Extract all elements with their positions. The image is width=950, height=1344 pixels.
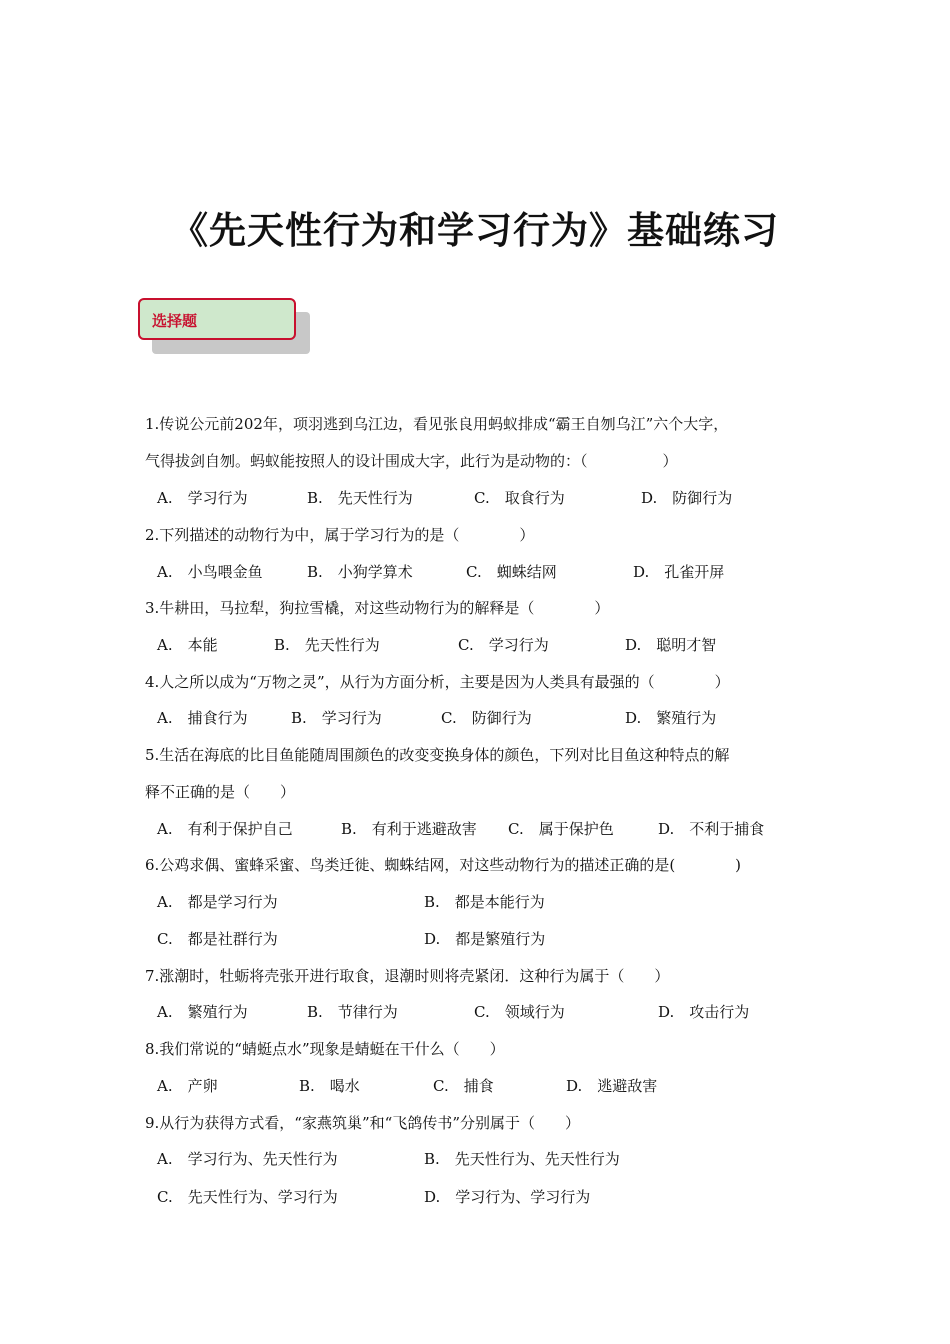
question-4-line-1: 4.人之所以成为“万物之灵”，从行为方面分析，主要是因为人类具有最强的（ ）	[145, 673, 730, 691]
question-3-option-b: B. 先天性行为	[274, 636, 380, 654]
question-1-line-1: 1.传说公元前202年，项羽逃到乌江边，看见张良用蚂蚁排成“霸王自刎乌江”六个大字，	[145, 415, 729, 433]
question-6-line-1: 6.公鸡求偶、蜜蜂采蜜、鸟类迁徙、蜘蛛结网，对这些动物行为的描述正确的是( )	[145, 856, 742, 874]
question-2-option-b: B. 小狗学算术	[307, 563, 413, 581]
question-5-option-a: A. 有利于保护自己	[157, 820, 293, 838]
question-1-option-a: A. 学习行为	[157, 489, 248, 507]
question-6-option-a: A. 都是学习行为	[157, 893, 278, 911]
question-8-option-d: D. 逃避敌害	[566, 1077, 658, 1095]
question-5-option-d: D. 不利于捕食	[658, 820, 765, 838]
question-3-option-c: C. 学习行为	[458, 636, 549, 654]
question-3-option-a: A. 本能	[157, 636, 218, 654]
question-5-option-c: C. 属于保护色	[508, 820, 614, 838]
page-title: 《先天性行为和学习行为》基础练习	[171, 209, 779, 252]
question-1-option-b: B. 先天性行为	[307, 489, 413, 507]
section-label: 选择题	[152, 312, 198, 330]
question-9-option-a: A. 学习行为、先天性行为	[157, 1150, 338, 1168]
question-1-line-2: 气得拔剑自刎。蚂蚁能按照人的设计围成大字，此行为是动物的：（ ）	[145, 452, 678, 470]
question-4-option-c: C. 防御行为	[441, 709, 532, 727]
question-4-option-a: A. 捕食行为	[157, 709, 248, 727]
question-9-option-b: B. 先天性行为、先天性行为	[424, 1150, 620, 1168]
question-9-option-c: C. 先天性行为、学习行为	[157, 1188, 338, 1206]
question-1-option-d: D. 防御行为	[641, 489, 733, 507]
question-7-option-b: B. 节律行为	[307, 1003, 398, 1021]
question-6-option-d: D. 都是繁殖行为	[424, 930, 546, 948]
section-header	[138, 298, 314, 358]
question-4-option-b: B. 学习行为	[291, 709, 382, 727]
question-5-option-b: B. 有利于逃避敌害	[341, 820, 477, 838]
question-3-option-d: D. 聪明才智	[625, 636, 717, 654]
question-7-option-d: D. 攻击行为	[658, 1003, 750, 1021]
question-7-option-a: A. 繁殖行为	[157, 1003, 248, 1021]
question-2-option-d: D. 孔雀开屏	[633, 563, 725, 581]
question-8-option-c: C. 捕食	[433, 1077, 494, 1095]
question-8-option-a: A. 产卵	[157, 1077, 218, 1095]
question-9-option-d: D. 学习行为、学习行为	[424, 1188, 591, 1206]
question-6-option-b: B. 都是本能行为	[424, 893, 545, 911]
question-2-option-c: C. 蜘蛛结网	[466, 563, 557, 581]
question-3-line-1: 3.牛耕田，马拉犁，狗拉雪橇，对这些动物行为的解释是（ ）	[145, 599, 610, 617]
question-4-option-d: D. 繁殖行为	[625, 709, 717, 727]
question-1-option-c: C. 取食行为	[474, 489, 565, 507]
question-6-option-c: C. 都是社群行为	[157, 930, 278, 948]
question-2-option-a: A. 小鸟喂金鱼	[157, 563, 263, 581]
question-7-line-1: 7.涨潮时，牡蛎将壳张开进行取食，退潮时则将壳紧闭．这种行为属于（ ）	[145, 967, 670, 985]
question-2-line-1: 2.下列描述的动物行为中，属于学习行为的是（ ）	[145, 526, 535, 544]
question-9-line-1: 9.从行为获得方式看，“家燕筑巢”和“飞鸽传书”分别属于（ ）	[145, 1114, 580, 1132]
question-7-option-c: C. 领域行为	[474, 1003, 565, 1021]
question-5-line-1: 5.生活在海底的比目鱼能随周围颜色的改变变换身体的颜色，下列对比目鱼这种特点的解	[145, 746, 730, 764]
question-5-line-2: 释不正确的是（ ）	[145, 783, 296, 801]
question-8-option-b: B. 喝水	[299, 1077, 360, 1095]
question-8-line-1: 8.我们常说的“蜻蜓点水”现象是蜻蜓在干什么（ ）	[145, 1040, 505, 1058]
